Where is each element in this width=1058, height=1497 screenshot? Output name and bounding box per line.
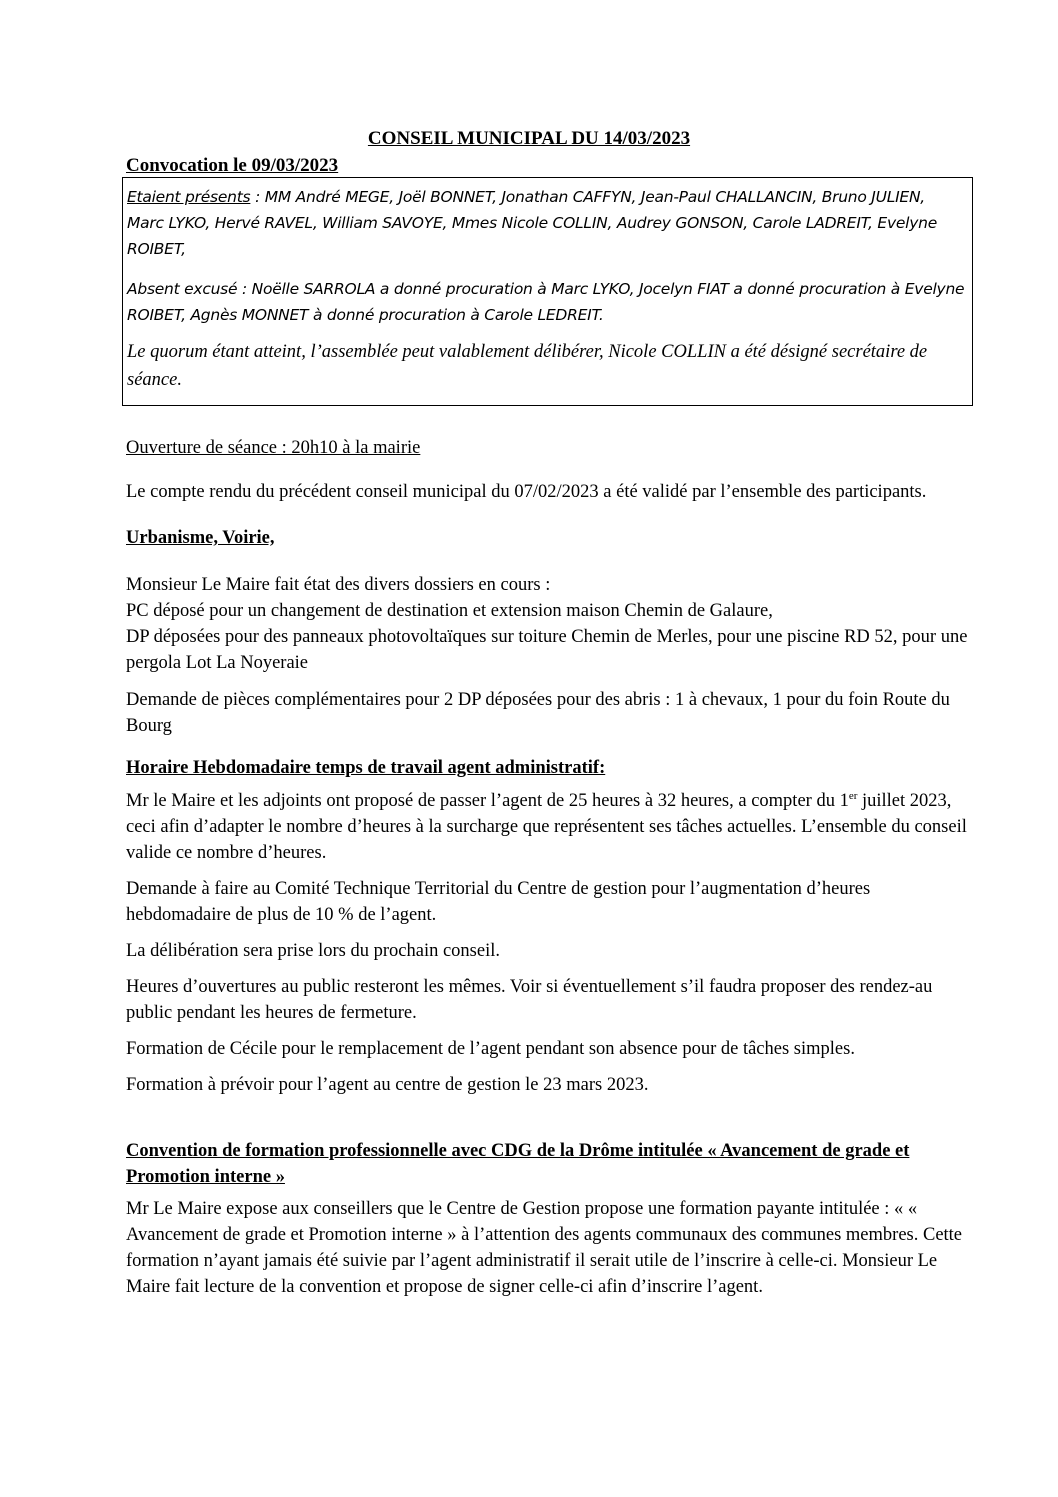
present-members: [127, 184, 966, 262]
horaire-paragraph-1: [126, 788, 976, 866]
urbanisme-pc: PC déposé pour un changement de destination et extension maison Chemin de Galaure,: [126, 601, 773, 621]
horaire-paragraph-2: Demande à faire au Comité Technique Territorial du Centre de gestion pour l’augmentation d’heures hebdomadaire de plus de 10 % de l’agent.: [126, 879, 871, 925]
horaire-paragraph-6: Formation à prévoir pour l’agent au centre de gestion le 23 mars 2023.: [126, 1075, 649, 1095]
horaire-p1-start: Mr le Maire et les adjoints ont proposé de passer l’agent de 25 heures à 32 heures, a compter du 1: [126, 791, 849, 811]
ordinal-suffix: er: [848, 790, 858, 802]
convocation-date: Convocation le 09/03/2023: [126, 155, 339, 176]
convention-paragraph-1: Mr Le Maire expose aux conseillers que le Centre de Gestion propose une formation payante intitulée : « « Avancement de grade et Promotion interne » à l’attention des agents communaux des communes membres. Cette formation n’ayant jamais été suivie par l’agent administratif il serait utile de l’inscrire à celle-ci. Monsieur Le Maire fait lecture de la convention et propose de signer celle-ci afin d’inscrire l’agent.: [126, 1199, 963, 1297]
opening-time: Ouverture de séance : 20h10 à la mairie: [126, 438, 421, 458]
present-list: : MM André MEGE, Joël BONNET, Jonathan CAFFYN, Jean-Paul CHALLANCIN, Bruno JULIEN, Marc LYKO, Hervé RAVEL, William SAVOYE, Mmes Nicole COLLIN, Audrey GONSON, Carole LADREIT, Evelyne ROIBET,: [127, 188, 937, 258]
previous-minutes-approval: Le compte rendu du précédent conseil municipal du 07/02/2023 a été validé par l’ensemble des participants.: [126, 482, 927, 502]
urbanisme-intro: Monsieur Le Maire fait état des divers dossiers en cours :: [126, 575, 551, 595]
section-heading-convention: Convention de formation professionnelle avec CDG de la Drôme intitulée « Avancement de grade et Promotion interne »: [126, 1141, 910, 1187]
horaire-p1-end: juillet 2023, ceci afin d’adapter le nombre d’heures à la surcharge que représentent ses tâches actuelles. L’ensemble du conseil valide ce nombre d’heures.: [126, 791, 967, 863]
horaire-paragraph-4: Heures d’ouvertures au public resteront les mêmes. Voir si éventuellement s’il faudra proposer des rendez-au public pendant les heures de fermeture.: [126, 977, 933, 1023]
present-label: Etaient présents: [127, 188, 251, 206]
document-title: CONSEIL MUNICIPAL DU 14/03/2023: [367, 128, 691, 149]
minutes-body: [126, 435, 976, 1300]
section-heading-horaire: Horaire Hebdomadaire temps de travail agent administratif:: [126, 758, 606, 778]
quorum-statement: Le quorum étant atteint, l’assemblée peut valablement délibérer, Nicole COLLIN a été désigné secrétaire de séance.: [127, 342, 928, 390]
attendance-box: [122, 177, 973, 406]
horaire-paragraph-3: La délibération sera prise lors du prochain conseil.: [126, 941, 500, 961]
urbanisme-demand: Demande de pièces complémentaires pour 2 DP déposées pour des abris : 1 à chevaux, 1 pour du foin Route du Bourg: [126, 690, 950, 736]
horaire-paragraph-5: Formation de Cécile pour le remplacement de l’agent pendant son absence pour de tâches simples.: [126, 1039, 855, 1059]
section-heading-urbanisme: Urbanisme, Voirie,: [126, 528, 275, 548]
absent-members: Absent excusé : Noëlle SARROLA a donné procuration à Marc LYKO, Jocelyn FIAT a donné procuration à Evelyne ROIBET, Agnès MONNET à donné procuration à Carole LEDREIT.: [127, 280, 965, 324]
urbanisme-dp: DP déposées pour des panneaux photovoltaïques sur toiture Chemin de Merles, pour une piscine RD 52, pour une pergola Lot La Noyeraie: [126, 627, 968, 673]
